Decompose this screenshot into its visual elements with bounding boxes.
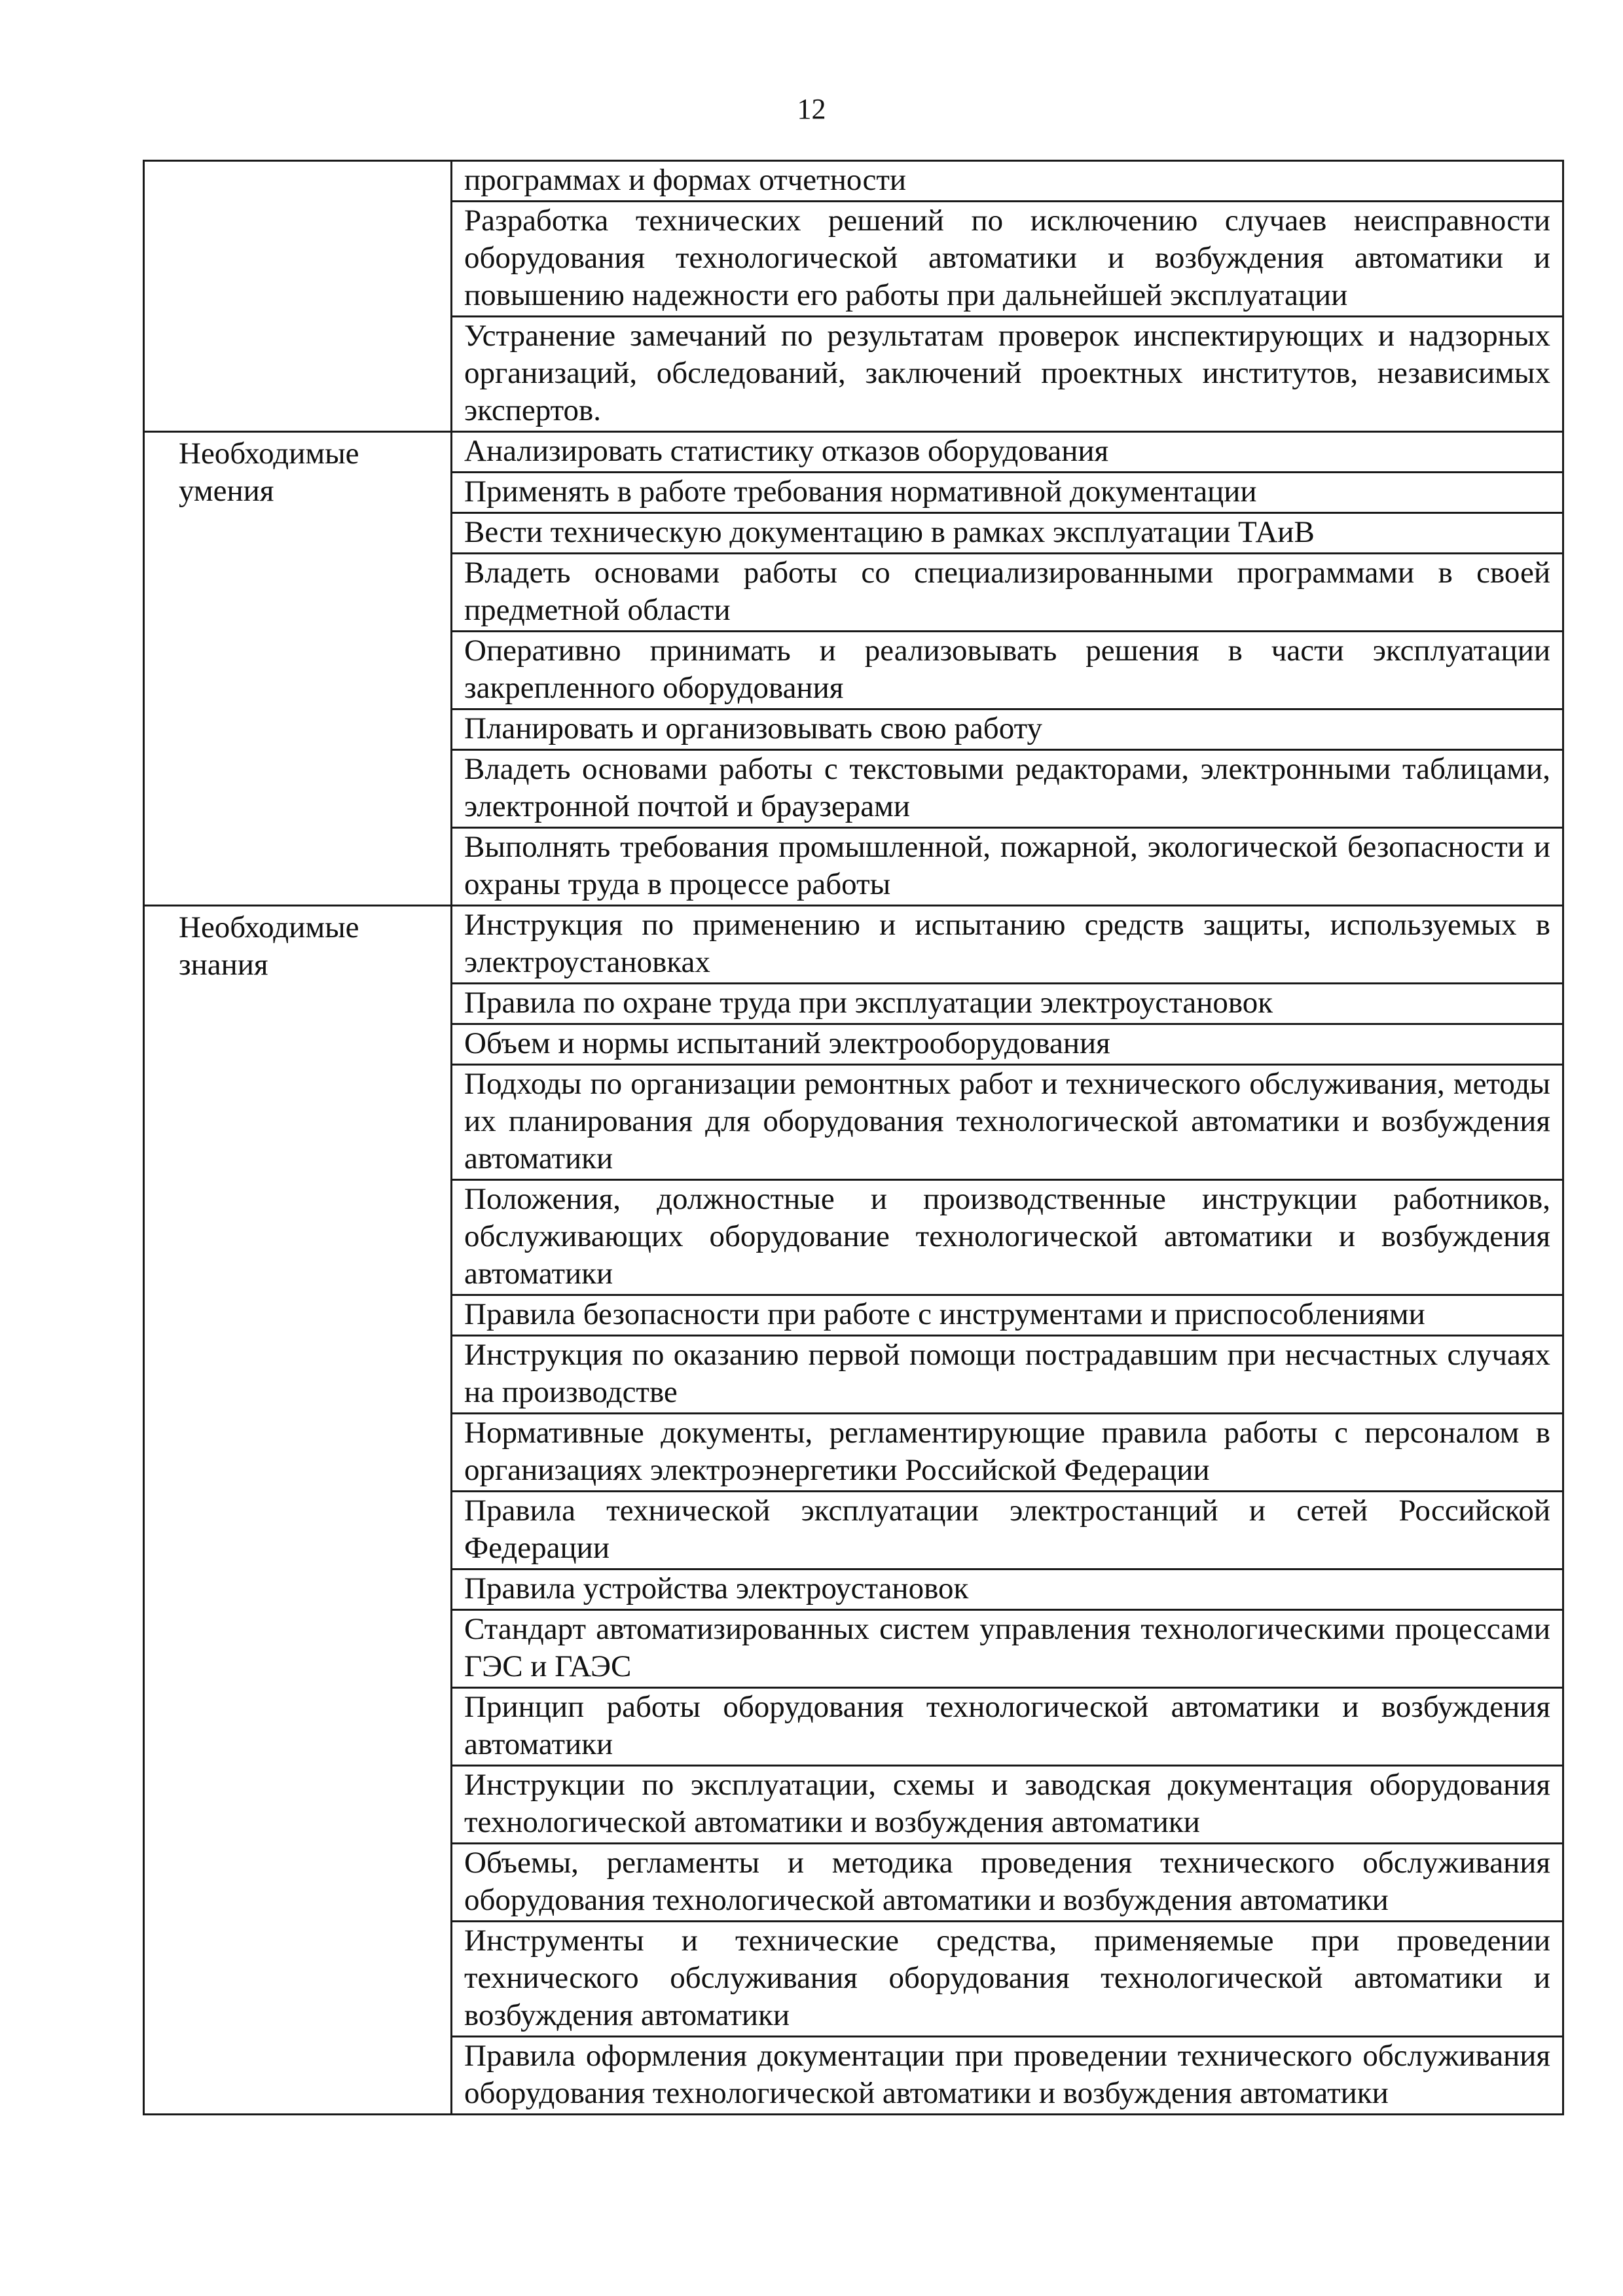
requirement-item: Планировать и организовывать свою работу: [452, 709, 1563, 750]
requirement-item: Владеть основами работы со специализированными программами в своей предметной области: [452, 554, 1563, 632]
requirement-item: Принцип работы оборудования технологической автоматики и возбуждения автоматики: [452, 1688, 1563, 1766]
table-row: [144, 432, 1563, 473]
requirement-item: Устранение замечаний по результатам проверок инспектирующих и надзорных организаций, обследований, заключений проектных институтов, независимых экспертов.: [452, 317, 1563, 432]
table-row: [144, 161, 1563, 202]
section-label: [144, 161, 452, 432]
competency-table: [143, 160, 1564, 2115]
section-label: Необходимые знания: [144, 906, 452, 2115]
requirement-item: Оперативно принимать и реализовывать решения в части эксплуатации закрепленного оборудования: [452, 632, 1563, 709]
requirement-item: Инструкция по оказанию первой помощи пострадавшим при несчастных случаях на производстве: [452, 1336, 1563, 1414]
requirement-item: Выполнять требования промышленной, пожарной, экологической безопасности и охраны труда в процессе работы: [452, 828, 1563, 906]
requirement-item: Подходы по организации ремонтных работ и технического обслуживания, методы их планирования для оборудования технологической автоматики и возбуждения автоматики: [452, 1065, 1563, 1180]
requirement-item: Положения, должностные и производственные инструкции работников, обслуживающих оборудование технологической автоматики и возбуждения автоматики: [452, 1180, 1563, 1295]
requirement-item: Владеть основами работы с текстовыми редакторами, электронными таблицами, электронной почтой и браузерами: [452, 750, 1563, 828]
requirement-item: Инструменты и технические средства, применяемые при проведении технического обслуживания оборудования технологической автоматики и возбуждения автоматики: [452, 1922, 1563, 2037]
requirement-item: Объем и нормы испытаний электрооборудования: [452, 1024, 1563, 1065]
requirement-item: Правила оформления документации при проведении технического обслуживания оборудования технологической автоматики и возбуждения автоматики: [452, 2037, 1563, 2115]
page-number: 12: [797, 93, 826, 125]
requirement-item: Правила безопасности при работе с инструментами и приспособлениями: [452, 1295, 1563, 1336]
requirement-item: Объемы, регламенты и методика проведения технического обслуживания оборудования технологической автоматики и возбуждения автоматики: [452, 1844, 1563, 1922]
requirement-item: Правила устройства электроустановок: [452, 1570, 1563, 1610]
requirement-item: Инструкция по применению и испытанию средств защиты, используемых в электроустановках: [452, 906, 1563, 984]
requirement-item: Анализировать статистику отказов оборудования: [452, 432, 1563, 473]
requirement-item: Вести техническую документацию в рамках эксплуатации ТАиВ: [452, 513, 1563, 554]
section-label: Необходимые умения: [144, 432, 452, 906]
requirement-item: Правила по охране труда при эксплуатации электроустановок: [452, 984, 1563, 1024]
table-body: [144, 161, 1563, 2115]
table-row: [144, 906, 1563, 984]
requirement-item: Инструкции по эксплуатации, схемы и заводская документация оборудования технологической автоматики и возбуждения автоматики: [452, 1766, 1563, 1844]
requirement-item: Стандарт автоматизированных систем управления технологическими процессами ГЭС и ГАЭС: [452, 1610, 1563, 1688]
requirement-item: Разработка технических решений по исключению случаев неисправности оборудования технологической автоматики и возбуждения автоматики и повышению надежности его работы при дальнейшей эксплуатации: [452, 202, 1563, 317]
requirement-item: Нормативные документы, регламентирующие правила работы с персоналом в организациях электроэнергетики Российской Федерации: [452, 1414, 1563, 1492]
requirement-item: программах и формах отчетности: [452, 161, 1563, 202]
requirement-item: Применять в работе требования нормативной документации: [452, 473, 1563, 513]
requirement-item: Правила технической эксплуатации электростанций и сетей Российской Федерации: [452, 1492, 1563, 1570]
